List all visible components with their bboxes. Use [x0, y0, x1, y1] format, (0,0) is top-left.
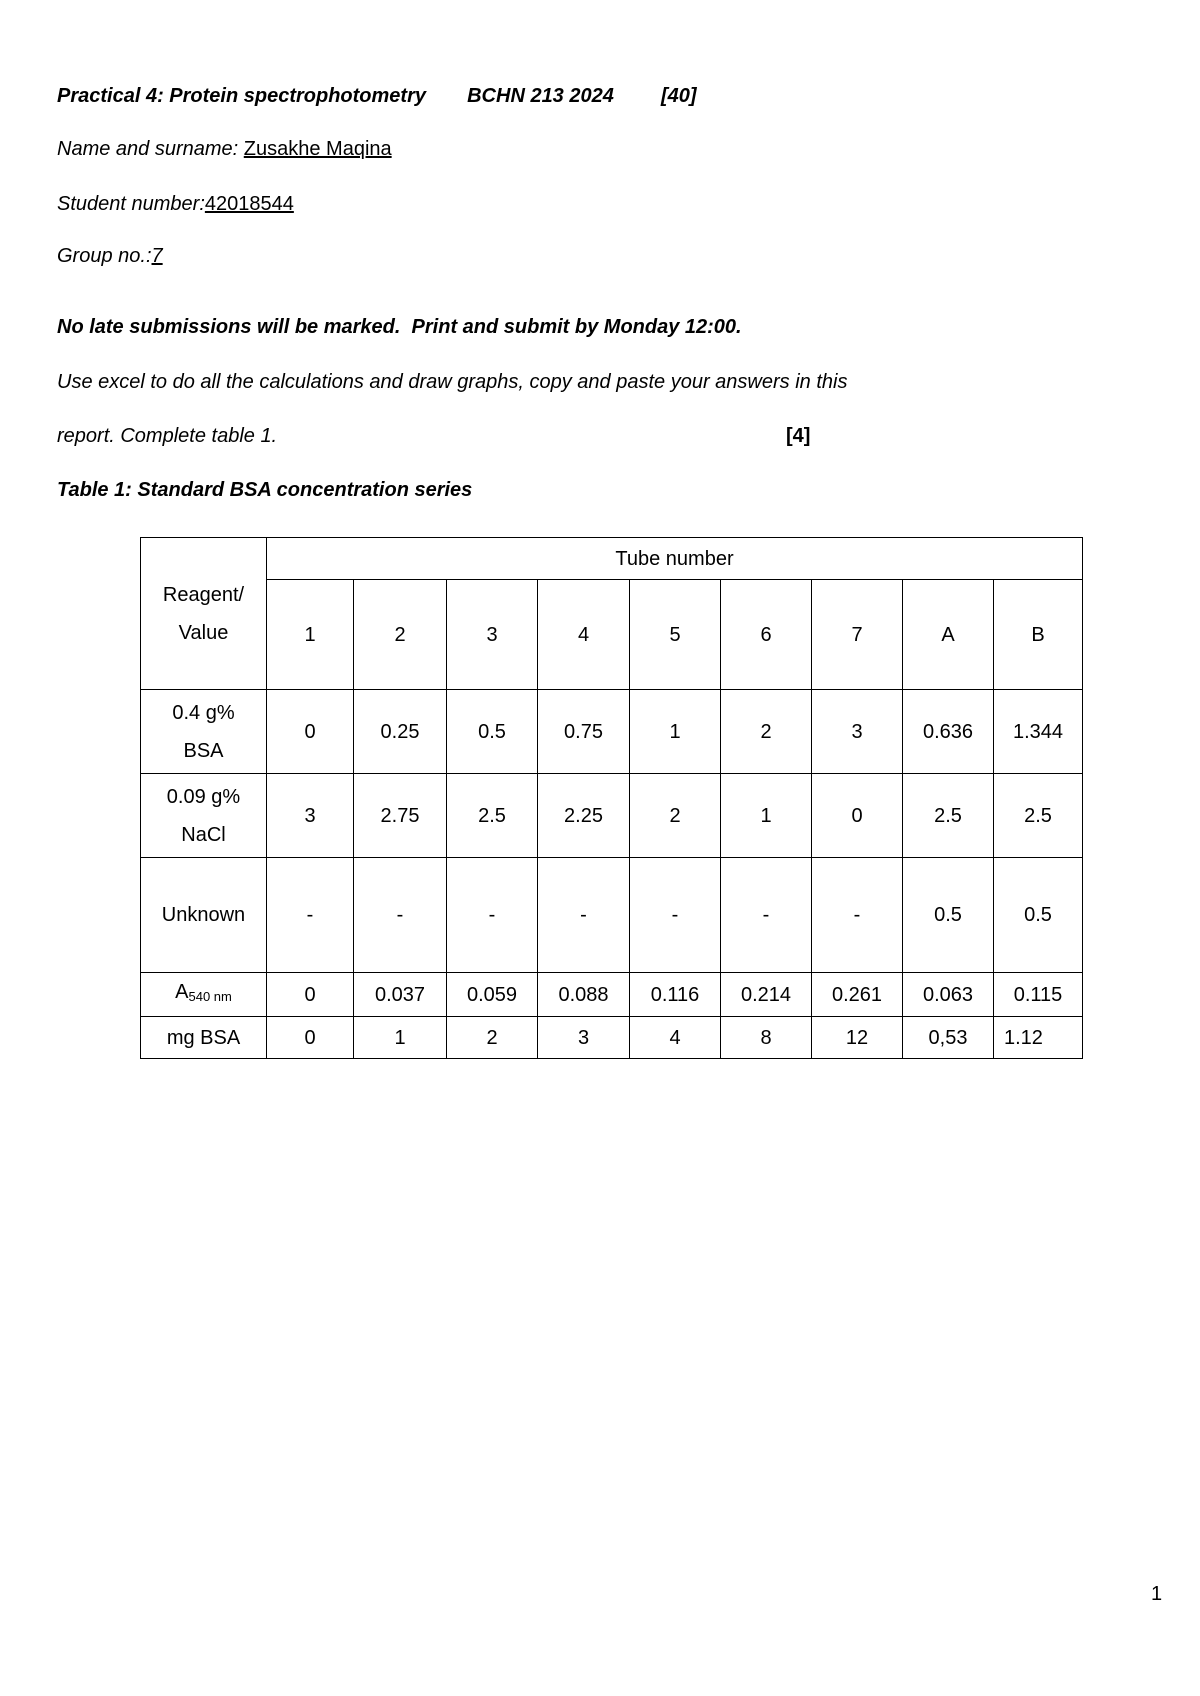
bsa-table — [140, 537, 1083, 1059]
name-label: Name and surname: — [57, 138, 244, 160]
table-cell: 2.5 — [903, 774, 994, 858]
table-cell: 0.5 — [994, 858, 1083, 973]
table-cell: 0.5 — [447, 690, 538, 774]
table-cell: - — [721, 858, 812, 973]
tube-header: B — [994, 580, 1083, 690]
student-number-value: 42018544 — [204, 193, 294, 215]
table-cell: 2 — [447, 1017, 538, 1059]
table-cell: 3 — [538, 1017, 630, 1059]
table-cell: - — [354, 858, 447, 973]
group-value: 7 — [151, 245, 163, 267]
table-caption: Table 1: Standard BSA concentration series — [57, 479, 473, 501]
row-label — [141, 690, 267, 774]
table-row-unknown — [141, 858, 1083, 973]
table-cell: 0 — [267, 690, 354, 774]
table-row-absorbance — [141, 973, 1083, 1017]
table-cell: 2.25 — [538, 774, 630, 858]
absorbance-wavelength: 540 nm — [188, 989, 232, 1004]
tube-header: 3 — [447, 580, 538, 690]
table-cell: 0,53 — [903, 1017, 994, 1059]
student-number-line — [57, 193, 294, 216]
corner-line-1: Reagent/ — [162, 583, 245, 606]
table-cell: 3 — [267, 774, 354, 858]
table-cell: 0 — [812, 774, 903, 858]
tube-number-header: Tube number — [267, 538, 1083, 580]
name-value: Zusakhe Maqina — [243, 138, 392, 160]
table-cell: 1.12 — [994, 1017, 1083, 1059]
deadline-notice: No late submissions will be marked. Print and submit by Monday 12:00. — [57, 316, 742, 338]
table-cell: 0.115 — [994, 973, 1083, 1017]
group-label: Group no.: — [57, 245, 152, 267]
table-cell: 0.214 — [721, 973, 812, 1017]
table-cell: 8 — [721, 1017, 812, 1059]
table-row-bsa — [141, 690, 1083, 774]
practical-title: Practical 4: Protein spectrophotometry — [57, 85, 426, 107]
tube-header: 5 — [630, 580, 721, 690]
row-label: mg BSA — [141, 1017, 267, 1059]
table-cell: 0.116 — [630, 973, 721, 1017]
table-row-mg-bsa — [141, 1017, 1083, 1059]
name-line — [57, 138, 392, 161]
course-code: BCHN 213 2024 — [467, 85, 614, 107]
table-cell: 2 — [630, 774, 721, 858]
table-cell: 0 — [267, 1017, 354, 1059]
student-number-label: Student number: — [57, 193, 205, 215]
table-cell: 2.75 — [354, 774, 447, 858]
row-label-line-1: 0.4 g% — [172, 701, 235, 724]
row-label — [141, 973, 267, 1017]
absorbance-symbol: A — [175, 981, 189, 1003]
table-cell: - — [267, 858, 354, 973]
table-row-nacl — [141, 774, 1083, 858]
table-cell: 1 — [630, 690, 721, 774]
table-cell: 0.636 — [903, 690, 994, 774]
table-cell: - — [447, 858, 538, 973]
table-cell: 2 — [721, 690, 812, 774]
table-cell: 0.063 — [903, 973, 994, 1017]
table-cell: 1 — [354, 1017, 447, 1059]
question-marks: [4] — [786, 425, 811, 447]
table-cell: - — [538, 858, 630, 973]
table-cell: 1 — [721, 774, 812, 858]
table-cell: 2.5 — [994, 774, 1083, 858]
table-cell: 0.088 — [538, 973, 630, 1017]
instruction-line-2 — [57, 425, 817, 448]
tube-header: 7 — [812, 580, 903, 690]
row-label-line-2: NaCl — [181, 823, 226, 846]
row-label: Unknown — [141, 858, 267, 973]
table-cell: 12 — [812, 1017, 903, 1059]
page-number: 1 — [1151, 1583, 1163, 1605]
table-cell: 0.261 — [812, 973, 903, 1017]
tube-header-row — [141, 580, 1083, 690]
tube-header: 4 — [538, 580, 630, 690]
table-cell: - — [812, 858, 903, 973]
table-cell: 0.25 — [354, 690, 447, 774]
corner-line-2: Value — [178, 621, 229, 644]
instruction-line-1: Use excel to do all the calculations and draw graphs, copy and paste your answers in this — [57, 371, 848, 393]
table-cell: 0 — [267, 973, 354, 1017]
table-cell: 2.5 — [447, 774, 538, 858]
row-label-line-2: BSA — [183, 739, 224, 762]
row-label-line-1: 0.09 g% — [166, 785, 241, 808]
table-cell: 0.5 — [903, 858, 994, 973]
row-label — [141, 774, 267, 858]
table-cell: 1.344 — [994, 690, 1083, 774]
group-line — [57, 245, 163, 268]
instruction-text: report. Complete table 1. — [57, 425, 278, 447]
table-cell: 0.037 — [354, 973, 447, 1017]
tube-header: 1 — [267, 580, 354, 690]
total-marks: [40] — [660, 85, 697, 107]
tube-header: 2 — [354, 580, 447, 690]
document-title — [57, 85, 697, 108]
tube-header: 6 — [721, 580, 812, 690]
table-cell: 0.75 — [538, 690, 630, 774]
corner-header — [141, 538, 267, 690]
table-cell: 0.059 — [447, 973, 538, 1017]
tube-header: A — [903, 580, 994, 690]
table-cell: 3 — [812, 690, 903, 774]
table-cell: - — [630, 858, 721, 973]
table-cell: 4 — [630, 1017, 721, 1059]
